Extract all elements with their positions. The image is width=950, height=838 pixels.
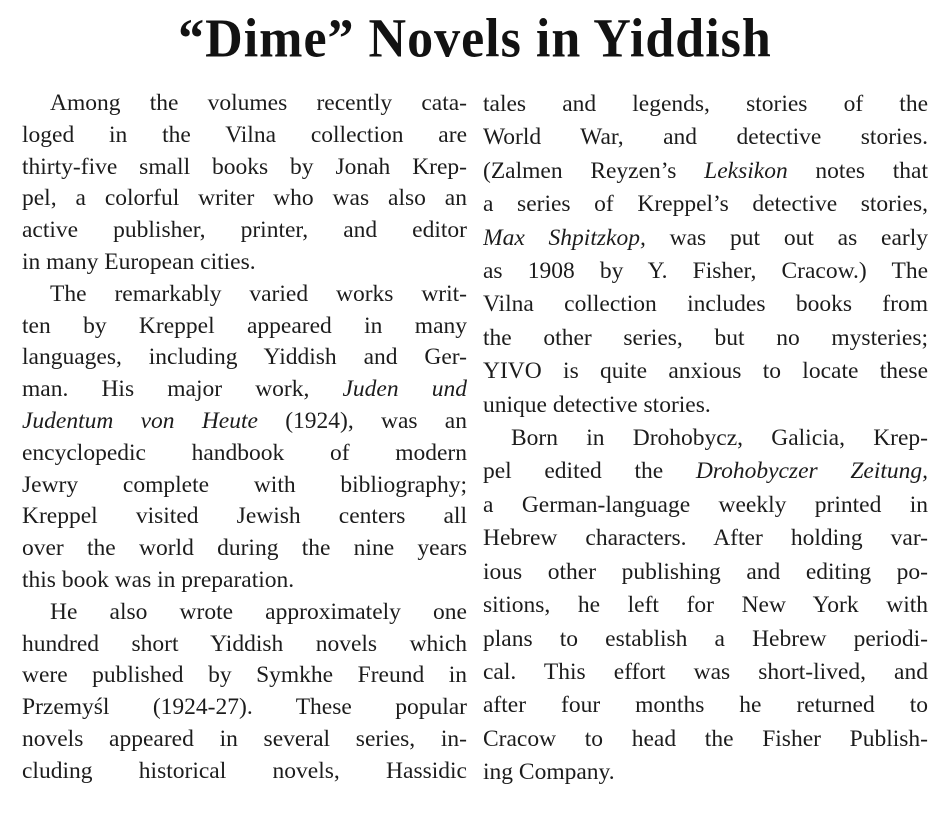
text-run: active publisher, printer, and editor [22, 217, 467, 244]
text-line [483, 656, 928, 689]
text-line [483, 623, 928, 656]
text-line [22, 88, 467, 120]
text-line [483, 155, 928, 188]
text-line [483, 255, 928, 288]
text-run: hundred short Yiddish novels which [22, 630, 467, 657]
page-title: “Dime” Novels in Yiddish [178, 9, 772, 70]
text-run: World War, and detective stories. [483, 124, 928, 151]
text-line [22, 533, 467, 565]
text-run: the other series, but no mysteries; [483, 324, 928, 351]
text-run: ing Company. [483, 759, 615, 786]
text-run: sitions, he left for New York with [483, 592, 928, 619]
left-column [22, 88, 467, 790]
text-line [22, 406, 467, 438]
text-run: were published by Symkhe Freund in [22, 662, 467, 689]
text-line [483, 756, 928, 789]
text-line [22, 692, 467, 724]
text-line [483, 121, 928, 154]
text-run: tales and legends, stories of the [483, 91, 928, 117]
text-run: YIVO is quite anxious to locate these [483, 358, 928, 385]
text-run: was put out as early [645, 224, 928, 251]
text-line [483, 723, 928, 756]
text-line [22, 152, 467, 184]
text-line [483, 88, 928, 121]
text-run: notes that [787, 157, 928, 184]
text-run: cal. This effort was short-lived, and [483, 658, 928, 685]
text-line [483, 322, 928, 355]
italic-text-run: Juden und [342, 376, 467, 403]
text-run: a series of Kreppel’s detective stories, [483, 191, 928, 218]
text-run: The remarkably varied works writ- [50, 280, 467, 307]
text-run: over the world during the nine years [22, 535, 467, 562]
text-run: this book was in preparation. [22, 566, 295, 593]
text-run: unique detective stories. [483, 391, 711, 418]
text-run: loged in the Vilna collection are [22, 121, 467, 148]
text-run: as 1908 by Y. Fisher, Cracow.) The [483, 258, 928, 285]
text-run: (1924), was an [257, 407, 467, 434]
two-column-text-body [0, 88, 950, 790]
text-run: man. His major work, [22, 376, 343, 403]
text-run: plans to establish a Hebrew periodi- [483, 625, 928, 652]
text-line [22, 311, 467, 343]
text-line [483, 422, 928, 455]
right-column [483, 88, 928, 790]
text-line [483, 522, 928, 555]
text-run: Among the volumes recently cata- [50, 90, 467, 116]
text-line [483, 222, 928, 255]
text-line [22, 438, 467, 470]
text-run: ten by Kreppel appeared in many [22, 312, 467, 339]
text-line [22, 597, 467, 629]
text-run: pel, a colorful writer who was also an [22, 185, 467, 212]
italic-text-run: Judentum von Heute [22, 407, 258, 434]
text-run: languages, including Yiddish and Ger- [22, 344, 467, 371]
text-run: He also wrote approximately one [50, 598, 467, 625]
text-line [22, 374, 467, 406]
text-line [22, 629, 467, 661]
text-line [22, 724, 467, 756]
text-line [22, 565, 467, 597]
text-line [22, 660, 467, 692]
text-run: cluding historical novels, Hassidic [22, 757, 467, 784]
italic-text-run: Drohobyczer Zeitung, [695, 458, 928, 485]
text-run: encyclopedic handbook of modern [22, 439, 467, 466]
text-run: Hebrew characters. After holding var- [483, 525, 928, 552]
text-line [22, 183, 467, 215]
text-run: (Zalmen Reyzen’s [483, 157, 705, 184]
text-run: ious other publishing and editing po- [483, 558, 928, 585]
text-line [483, 389, 928, 422]
text-line [483, 689, 928, 722]
text-line [22, 501, 467, 533]
text-line [22, 279, 467, 311]
text-line [22, 470, 467, 502]
text-line [22, 342, 467, 374]
text-run: Born in Drohobycz, Galicia, Krep- [511, 425, 928, 452]
text-run: after four months he returned to [483, 692, 928, 719]
text-line [22, 247, 467, 279]
text-run: Kreppel visited Jewish centers all [22, 503, 467, 530]
text-line [483, 188, 928, 221]
text-line [483, 489, 928, 522]
text-run: in many European cities. [22, 248, 256, 275]
italic-text-run: Max Shpitzkop, [483, 224, 646, 251]
text-run: Vilna collection includes books from [483, 291, 928, 318]
text-run: Przemyśl (1924-27). These popular [22, 694, 467, 721]
italic-text-run: Leksikon [704, 157, 788, 184]
text-run: thirty-five small books by Jonah Krep- [22, 153, 467, 180]
text-line [483, 556, 928, 589]
text-run: a German-language weekly printed in [483, 491, 928, 518]
text-line [22, 120, 467, 152]
text-line [483, 589, 928, 622]
text-run: pel edited the [483, 458, 696, 485]
text-line [483, 355, 928, 388]
text-line [483, 288, 928, 321]
text-run: Cracow to head the Fisher Publish- [483, 725, 928, 752]
text-run: Jewry complete with bibliography; [22, 471, 467, 498]
text-line [22, 215, 467, 247]
text-line [483, 455, 928, 488]
text-line [22, 756, 467, 788]
text-run: novels appeared in several series, in- [22, 725, 467, 752]
